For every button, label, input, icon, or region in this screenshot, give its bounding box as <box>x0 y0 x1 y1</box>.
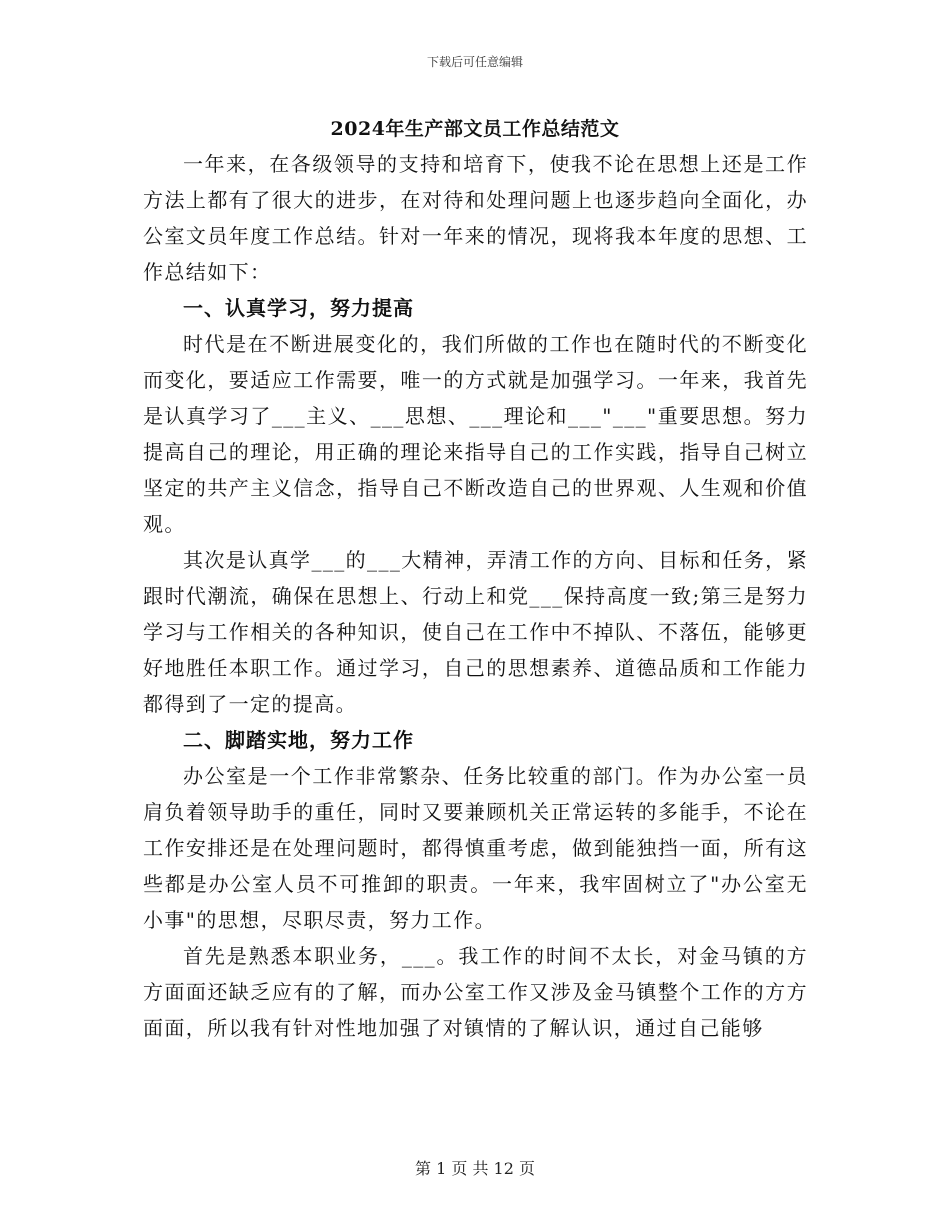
document-body <box>143 146 808 1046</box>
paragraph-intro: 一年来，在各级领导的支持和培育下，使我不论在思想上还是工作方法上都有了很大的进步，在对待和处理问题上也逐步趋向全面化，办公室文员年度工作总结。针对一年来的情况，现将我本年度的思想、工作总结如下： <box>143 152 808 284</box>
document-title: 2024年生产部文员工作总结范文 <box>330 118 620 140</box>
paragraph-study-2: 其次是认真学___的___大精神，弄清工作的方向、目标和任务，紧跟时代潮流，确保在思想上、行动上和党___保持高度一致;第三是努力学习与工作相关的各种知识，使自己在工作中不掉队、不落伍，能够更好地胜任本职工作。通过学习，自己的思想素养、道德品质和工作能力都得到了一定的提高。 <box>143 548 808 716</box>
page-footer: 第 1 页 共 12 页 <box>415 1159 535 1178</box>
paragraph-work-2: 首先是熟悉本职业务，___。我工作的时间不太长，对金马镇的方方面面还缺乏应有的了解，而办公室工作又涉及金马镇整个工作的方方面面，所以我有针对性地加强了对镇情的了解认识，通过自己能够 <box>143 944 808 1040</box>
paragraph-work-1: 办公室是一个工作非常繁杂、任务比较重的部门。作为办公室一员肩负着领导助手的重任，同时又要兼顾机关正常运转的多能手，不论在工作安排还是在处理问题时，都得慎重考虑，做到能独挡一面，所有这些都是办公室人员不可推卸的职责。一年来，我牢固树立了"办公室无小事"的思想，尽职尽责，努力工作。 <box>143 764 808 932</box>
section-heading-2: 二、脚踏实地，努力工作 <box>183 728 414 752</box>
section-heading-1: 一、认真学习，努力提高 <box>183 296 414 320</box>
header-note: 下载后可任意编辑 <box>426 55 523 69</box>
paragraph-study-1: 时代是在不断进展变化的，我们所做的工作也在随时代的不断变化而变化，要适应工作需要，唯一的方式就是加强学习。一年来，我首先是认真学习了___主义、___思想、___理论和___"___"重要思想。努力提高自己的理论，用正确的理论来指导自己的工作实践，指导自己树立坚定的共产主义信念，指导自己不断改造自己的世界观、人生观和价值观。 <box>143 332 808 536</box>
